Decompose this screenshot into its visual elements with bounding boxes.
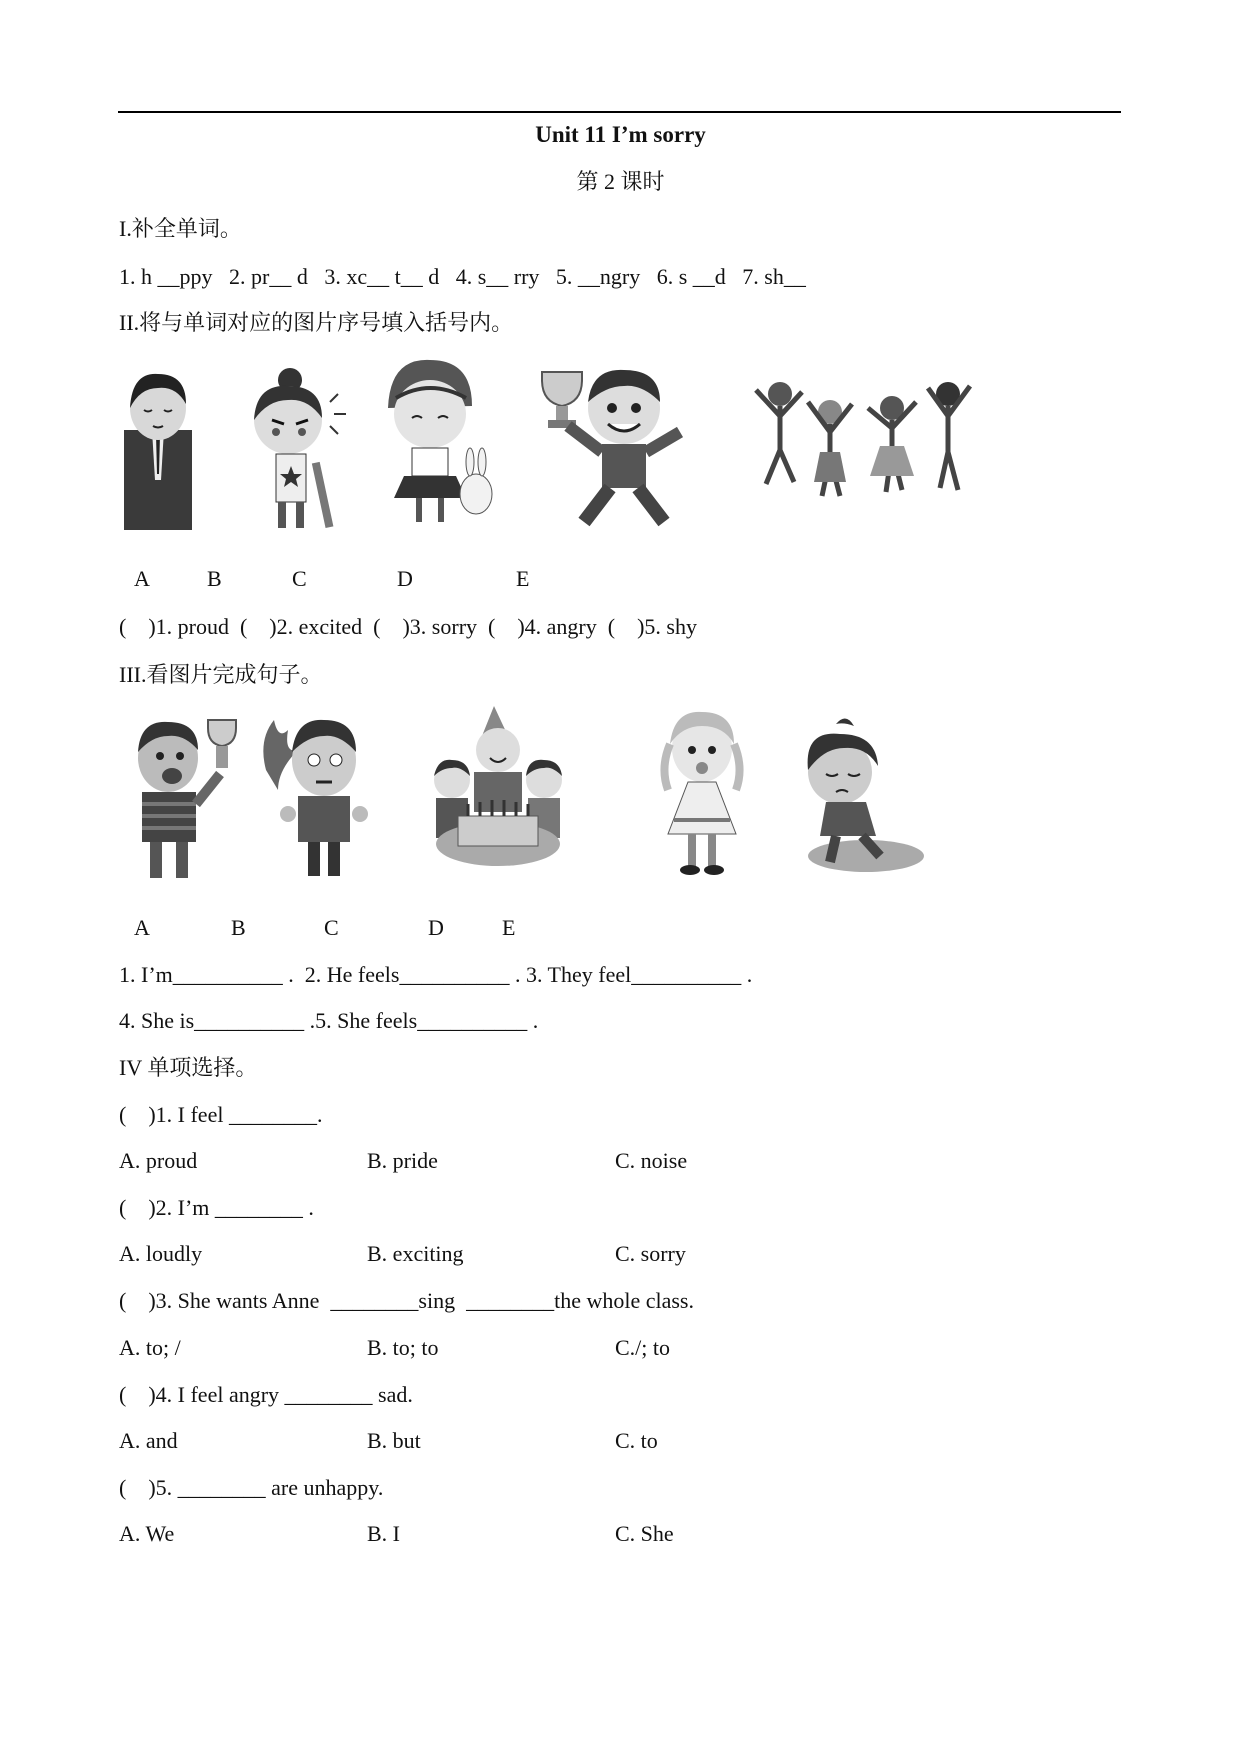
excited-children-jumping-icon: [742, 372, 982, 522]
shy-girl-with-bunny-icon: [380, 358, 500, 528]
part3-label-e: E: [502, 915, 516, 940]
sad-child-sitting-icon: [796, 716, 926, 876]
question-5-option-b: B. I: [367, 1521, 400, 1546]
part3-label-d: D: [428, 915, 444, 940]
birthday-party-cake-icon: [428, 706, 568, 876]
question-1-option-b: B. pride: [367, 1148, 438, 1173]
question-2-option-c: C. sorry: [615, 1241, 686, 1266]
question-1: ( )1. I feel ________.: [119, 1102, 323, 1127]
header-rule: [118, 111, 1121, 113]
proud-boy-with-trophy-icon: [532, 362, 702, 532]
question-4: ( )4. I feel angry ________ sad.: [119, 1382, 413, 1407]
question-4-option-a: A. and: [119, 1428, 178, 1453]
part2-label-e: E: [516, 566, 530, 591]
part3-label-a: A: [134, 915, 150, 940]
part3-line-1: 1. I’m__________ . 2. He feels__________ . 3. They feel__________ .: [119, 962, 753, 987]
part4-heading: IV 单项选择。: [119, 1055, 258, 1080]
boy-holding-trophy-icon: [124, 712, 244, 882]
question-2-option-a: A. loudly: [119, 1241, 203, 1266]
question-3-option-a: A. to; /: [119, 1335, 181, 1360]
question-2-option-b: B. exciting: [367, 1241, 464, 1266]
part3-label-c: C: [324, 915, 339, 940]
question-3-option-b: B. to; to: [367, 1335, 439, 1360]
question-3: ( )3. She wants Anne ________sing ________the whole class.: [119, 1288, 694, 1313]
angry-boy-with-fire-icon: [258, 710, 378, 880]
part1-heading: I.补全单词。: [119, 216, 242, 241]
part1-items: 1. h __ppy 2. pr__ d 3. xc__ t__ d 4. s__ rry 5. __ngry 6. s __d 7. sh__: [119, 264, 806, 289]
question-5-option-c: C. She: [615, 1521, 674, 1546]
part2-label-d: D: [397, 566, 413, 591]
question-2: ( )2. I’m ________ .: [119, 1195, 314, 1220]
part3-heading: III.看图片完成句子。: [119, 662, 323, 687]
part3-label-b: B: [231, 915, 246, 940]
question-5: ( )5. ________ are unhappy.: [119, 1475, 384, 1500]
question-5-option-a: A. We: [119, 1521, 175, 1546]
shy-girl-in-dress-icon: [652, 708, 752, 878]
lesson-subtitle: 第 2 课时: [576, 169, 665, 194]
question-3-option-c: C./; to: [615, 1335, 671, 1360]
part2-label-a: A: [134, 566, 150, 591]
part2-heading: II.将与单词对应的图片序号填入括号内。: [119, 310, 514, 335]
part2-answers: ( )1. proud ( )2. excited ( )3. sorry ( )4. angry ( )5. shy: [119, 614, 697, 639]
shy-boy-in-suit-icon: [118, 370, 198, 530]
question-1-option-a: A. proud: [119, 1148, 198, 1173]
worksheet-title: Unit 11 I’m sorry: [535, 122, 706, 147]
part2-label-b: B: [207, 566, 222, 591]
question-4-option-b: B. but: [367, 1428, 421, 1453]
question-1-option-c: C. noise: [615, 1148, 688, 1173]
question-4-option-c: C. to: [615, 1428, 658, 1453]
part2-label-c: C: [292, 566, 307, 591]
part3-line-2: 4. She is__________ .5. She feels__________ .: [119, 1008, 539, 1033]
angry-girl-with-bat-icon: [238, 362, 348, 532]
